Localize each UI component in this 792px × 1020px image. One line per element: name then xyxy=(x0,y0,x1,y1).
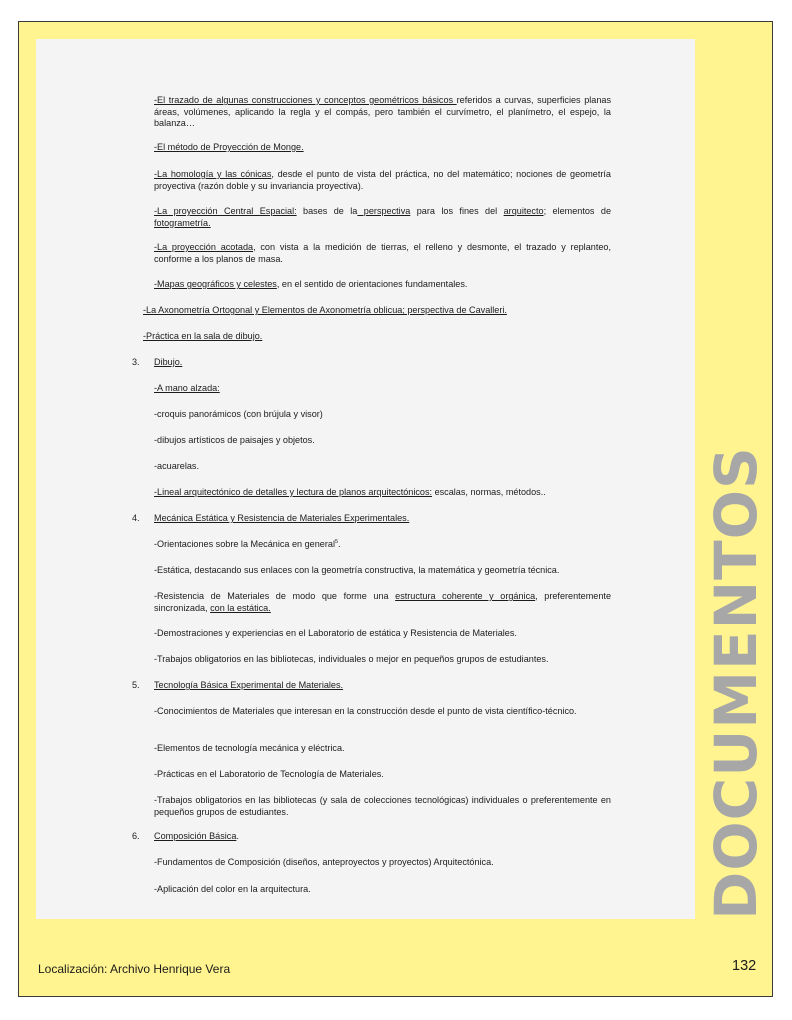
item-linear-drawing: -Lineal arquitectónico de detalles y lectura de planos arquitectónicos: escalas, normas, métodos.. xyxy=(154,487,546,497)
section-heading-3: 3. Dibujo. xyxy=(132,357,183,367)
item-library-work: -Trabajos obligatorios en las bibliotecas, individuales o mejor en pequeños grupos de estudiantes. xyxy=(154,654,549,664)
item-lab-demonstrations: -Demostraciones y experiencias en el Laboratorio de estática y Resistencia de Materiales. xyxy=(154,628,517,638)
item-dimensioned-projection: -La proyección acotada, con vista a la medición de tierras, el relleno y desmonte, el trazado y replanteo, conforme a los planos de masa. xyxy=(154,242,611,264)
item-mechanics-orientation: -Orientaciones sobre la Mecánica en general$^5$. xyxy=(154,538,341,549)
item-central-projection: -La proyección Central Espacial: bases de la perspectiva para los fines del arquitecto; elementos de fotogrametría. xyxy=(154,206,612,228)
item-homology-conics: -La homología y las cónicas, desde el punto de vista del práctica, no del matemático; nociones de geometría proyectiva (razón doble y su invariancia proyectiva). xyxy=(154,169,611,191)
section-heading-6: 6. Composición Básica. xyxy=(132,831,239,841)
item-geometric-constructions: -El trazado de algunas construcciones y conceptos geométricos básicos referidos a curvas, superficies planas áreas, volúmenes, aplicando la regla y el compás, pero también el curvímetro, el planímetro, el espejo, la balanza… xyxy=(154,95,611,129)
page-number: 132 xyxy=(732,958,757,974)
side-title-text: DOCUMENTOS xyxy=(702,446,770,920)
section-heading-4: 4. Mecánica Estática y Resistencia de Materiales Experimentales. xyxy=(132,513,410,523)
item-watercolors: -acuarelas. xyxy=(154,461,199,471)
footnote-marker: 5 xyxy=(334,538,339,545)
item-composition-fundamentals: -Fundamentos de Composición (diseños, anteproyectos y proyectos) Arquitectónica. xyxy=(154,857,494,867)
item-artistic-drawings: -dibujos artísticos de paisajes y objetos. xyxy=(154,435,315,445)
item-freehand: -A mano alzada: xyxy=(154,383,220,393)
section-heading-5: 5. Tecnología Básica Experimental de Materiales. xyxy=(132,680,344,690)
item-monge-projection: -El método de Proyección de Monge. xyxy=(154,142,304,152)
footer-location: Localización: Archivo Henrique Vera xyxy=(38,962,231,976)
document-body xyxy=(36,39,695,919)
item-mechanical-electrical: -Elementos de tecnología mecánica y eléctrica. xyxy=(154,743,345,753)
item-materials-knowledge: -Conocimientos de Materiales que interesan en la construcción desde el punto de vista científico-técnico. xyxy=(154,706,577,716)
document-sheet xyxy=(36,39,695,919)
item-maps: -Mapas geográficos y celestes, en el sentido de orientaciones fundamentales. xyxy=(154,279,468,289)
item-library-collections: -Trabajos obligatorios en las bibliotecas (y sala de colecciones tecnológicas) individuales o preferentemente en pequeños grupos de estudiantes. xyxy=(154,795,611,817)
item-materials-lab: -Prácticas en el Laboratorio de Tecnología de Materiales. xyxy=(154,769,384,779)
item-strength-of-materials: -Resistencia de Materiales de modo que forme una estructura coherente y orgánica, preferentemente sincronizada, con la estática. xyxy=(154,591,611,613)
item-drawing-room-practice: -Práctica en la sala de dibujo. xyxy=(143,331,263,341)
item-statics: -Estática, destacando sus enlaces con la geometría constructiva, la matemática y geometría técnica. xyxy=(154,565,560,575)
item-color-application: -Aplicación del color en la arquitectura. xyxy=(154,884,311,894)
item-panoramic-sketches: -croquis panorámicos (con brújula y visor) xyxy=(154,409,323,419)
item-axonometry: -La Axonometría Ortogonal y Elementos de Axonometría oblicua; perspectiva de Cavalleri. xyxy=(143,305,507,315)
